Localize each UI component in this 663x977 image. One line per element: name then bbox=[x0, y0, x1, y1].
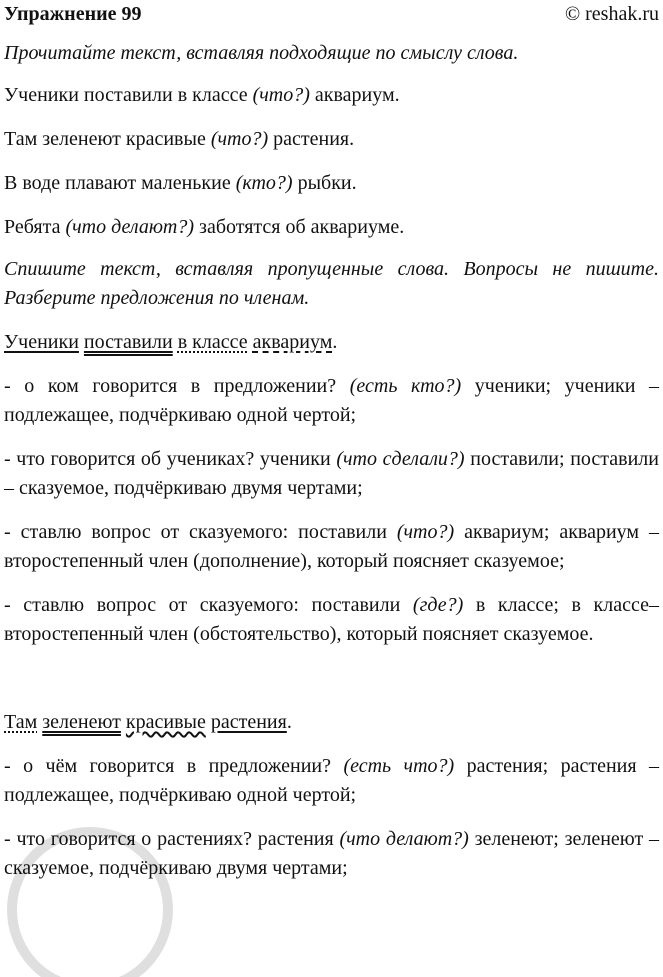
document-page bbox=[4, 0, 659, 883]
analysis-item bbox=[4, 372, 659, 430]
analysis-text: - что говорится об учениках? ученики bbox=[4, 448, 337, 470]
site-credit: © reshak.ru bbox=[564, 3, 659, 25]
analysis-item bbox=[4, 445, 659, 503]
analysis-text: ученики; ученики – подлежащее, подчёркиваю одной чертой; bbox=[4, 375, 659, 426]
object-word: аквариум bbox=[252, 331, 333, 353]
sentence-text: растения. bbox=[268, 128, 355, 150]
exercise-title: Упражнение 99 bbox=[4, 3, 142, 25]
circumstance-word: Там bbox=[4, 711, 38, 733]
analysis-text: аквариум; аквариум – второстепенный член (дополнение), который поясняет сказуемое; bbox=[4, 521, 659, 572]
analysis-item bbox=[4, 825, 659, 883]
question: (есть что?) bbox=[343, 755, 455, 777]
subject-word: Ученики bbox=[4, 331, 79, 353]
question: (где?) bbox=[412, 594, 464, 616]
question: (кто?) bbox=[235, 172, 293, 194]
sentence-text: рыбки. bbox=[292, 172, 357, 194]
sentence-3 bbox=[4, 169, 659, 198]
period: . bbox=[332, 331, 338, 353]
question: (есть кто?) bbox=[349, 375, 462, 397]
sentence-4 bbox=[4, 213, 659, 242]
predicate-word: зеленеют bbox=[42, 711, 121, 733]
question: (что делают?) bbox=[339, 828, 469, 850]
question: (что?) bbox=[252, 84, 310, 106]
sentence-1 bbox=[4, 81, 659, 110]
sentence-text: заботятся об аквариуме. bbox=[194, 216, 405, 238]
analysis-text: - что говорится о растениях? растения bbox=[4, 828, 340, 850]
subject-word: растения bbox=[210, 711, 287, 733]
sentence-text: Ученики поставили в классе bbox=[4, 84, 253, 106]
instruction-1: Прочитайте текст, вставляя подходящие по смыслу слова. bbox=[4, 42, 519, 64]
question: (что делают?) bbox=[65, 216, 195, 238]
sentence-text: Ребята bbox=[4, 216, 66, 238]
analysis-text: зеленеют; зеленеют – сказуемое, подчёркиваю двумя чертами; bbox=[4, 828, 659, 879]
question: (что?) bbox=[210, 128, 269, 150]
question: (что?) bbox=[396, 521, 455, 543]
analysis-text: растения; растения – подлежащее, подчёркиваю одной чертой; bbox=[4, 755, 660, 806]
analysis-text: - о ком говорится в предложении? bbox=[4, 375, 350, 397]
analysis-text: - ставлю вопрос от сказуемого: поставили bbox=[4, 521, 397, 543]
attribute-word: красивые bbox=[125, 711, 206, 733]
parsed-sentence-2 bbox=[4, 708, 659, 737]
circumstance-word: в классе bbox=[177, 331, 248, 353]
sentence-2 bbox=[4, 125, 659, 154]
question: (что сделали?) bbox=[336, 448, 465, 470]
analysis-text: поставили; поставили – сказуемое, подчёркиваю двумя чертами; bbox=[4, 448, 659, 499]
header bbox=[4, 0, 659, 30]
instruction-2: Спишите текст, вставляя пропущенные слова. Вопросы не пишите. Разберите предложения по членам. bbox=[4, 258, 659, 309]
sentence-text: аквариум. bbox=[309, 84, 400, 106]
period: . bbox=[286, 711, 292, 733]
predicate-word: поставили bbox=[83, 331, 173, 353]
analysis-item bbox=[4, 591, 659, 649]
analysis-text: в классе; в классе– второстепенный член (обстоятельство), который поясняет сказуемое. bbox=[4, 594, 660, 645]
analysis-item bbox=[4, 518, 659, 576]
analysis-text: - о чём говорится в предложении? bbox=[4, 755, 344, 777]
analysis-item bbox=[4, 752, 659, 810]
analysis-text: - ставлю вопрос от сказуемого: поставили bbox=[4, 594, 413, 616]
parsed-sentence-1 bbox=[4, 328, 659, 357]
sentence-text: В воде плавают маленькие bbox=[4, 172, 236, 194]
sentence-text: Там зеленеют красивые bbox=[4, 128, 211, 150]
